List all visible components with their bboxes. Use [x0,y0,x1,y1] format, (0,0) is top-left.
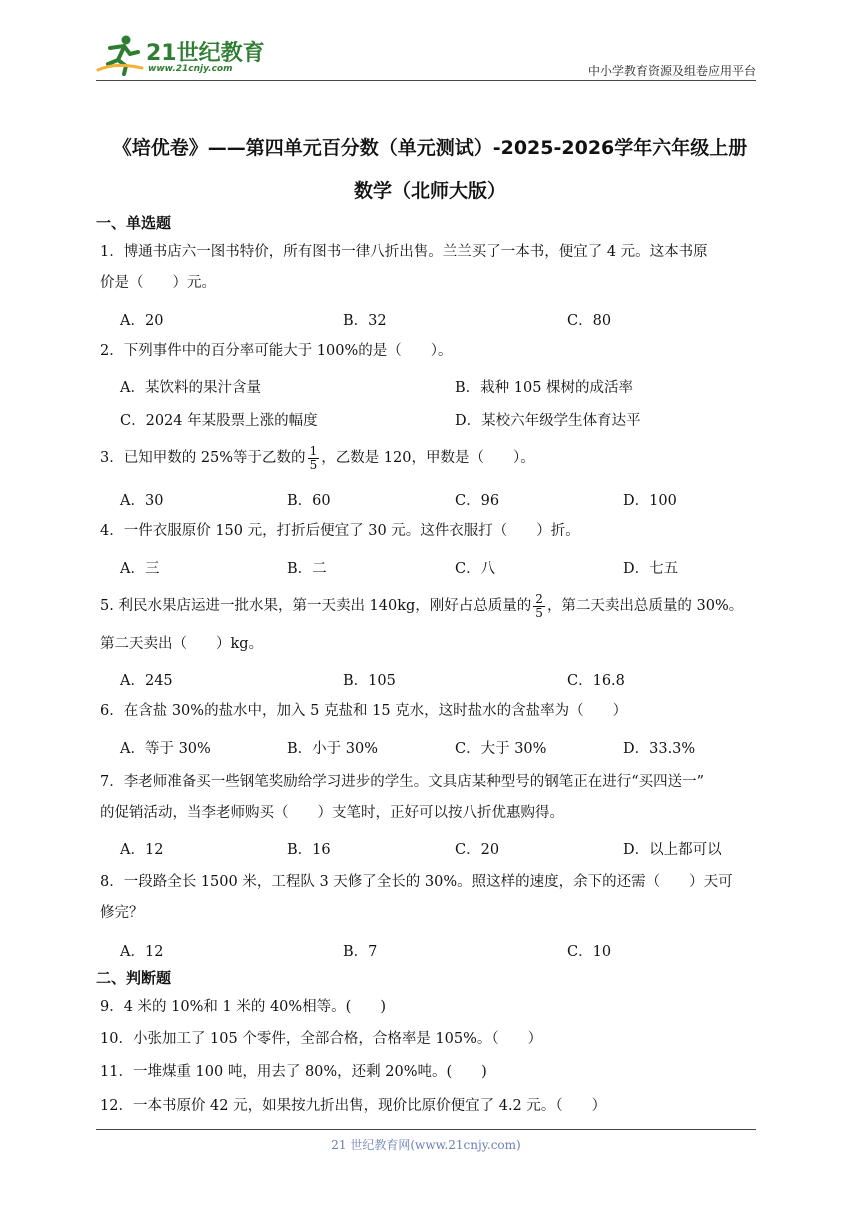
question-9 [100,992,760,1023]
question-2 [100,336,760,367]
question-6 [100,696,760,727]
question-text: 5. 利民水果店运进一批水果，第一天卖出 140kg，刚好占总质量的 [100,598,532,614]
question-text: 的促销活动，当李老师购买（ ）支笔时，正好可以按八折优惠购得。 [100,805,564,821]
question-1 [100,237,760,299]
option-c: C．16.8 [567,673,625,689]
fraction-numerator: 2 [535,591,543,606]
option-a: A．12 [120,842,164,858]
question-text: 第二天卖出（ ）kg。 [100,636,264,652]
option-b: B．7 [343,944,378,960]
footer-text: 21 世纪教育网(www.21cnjy.com) [331,1138,521,1152]
option-a: A．30 [120,493,164,509]
option-d: D．以上都可以 [623,842,722,858]
option-a: A．等于 30% [120,741,211,757]
header-divider [96,80,756,81]
question-text: 9．4 米的 10%和 1 米的 40%相等。( ) [100,999,386,1015]
page-header [96,30,756,80]
question-text: 11．一堆煤重 100 吨，用去了 80%，还剩 20%吨。( ) [100,1064,487,1080]
question-text: 1．博通书店六一图书特价，所有图书一律八折出售。兰兰买了一本书，便宜了 4 元。这本书原 [100,244,708,260]
question-5-line2 [100,629,760,660]
fraction [533,593,545,620]
question-text: 6．在含盐 30%的盐水中，加入 5 克盐和 15 克水，这时盐水的含盐率为（ ） [100,703,628,719]
page-title-line2: 数学（北师大版） [353,180,506,202]
question-5 [100,591,760,622]
option-a: A．20 [120,313,164,329]
platform-name: 中小学教育资源及组卷应用平台 [587,64,756,78]
fraction-denominator: 5 [309,457,318,472]
option-d: D．33.3% [623,741,696,757]
fraction-numerator: 1 [309,443,318,458]
option-b: B．16 [287,842,331,858]
question-text: 修完？ [100,905,144,921]
option-c: C．八 [455,561,496,577]
runner-logo-icon [96,34,144,76]
option-b: B．二 [287,561,327,577]
option-a: A．某饮料的果汁含量 [120,380,261,396]
option-b: B．60 [287,493,331,509]
section-heading-single-choice: 一、单选题 [96,214,172,232]
option-c: C．10 [567,944,612,960]
option-d: D．某校六年级学生体育达平 [455,413,641,429]
option-c: C．大于 30% [455,741,547,757]
option-b: B．32 [343,313,387,329]
question-3 [100,443,760,474]
question-4 [100,516,760,547]
section-heading-judgement: 二、判断题 [96,969,172,987]
footer-divider [96,1129,756,1130]
fraction [308,445,320,472]
logo [96,34,266,76]
fraction-denominator: 5 [535,605,543,620]
question-text: ，乙数是 120，甲数是（ ）。 [321,450,535,466]
question-10 [100,1024,760,1055]
question-text: 3．已知甲数的 25%等于乙数的 [100,450,306,466]
question-text: 4．一件衣服原价 150 元，打折后便宜了 30 元。这件衣服打（ ）折。 [100,523,580,539]
option-c: C．20 [455,842,500,858]
option-c: C．80 [567,313,612,329]
question-text: 价是（ ）元。 [100,275,216,291]
option-d: D．七五 [623,561,679,577]
option-b: B．105 [343,673,396,689]
option-c: C．2024 年某股票上涨的幅度 [120,413,318,429]
question-text: 2．下列事件中的百分率可能大于 100%的是（ ）。 [100,343,453,359]
logo-text: 21世纪教育 [146,41,265,66]
option-c: C．96 [455,493,500,509]
option-b: B．栽种 105 棵树的成活率 [455,380,634,396]
question-11 [100,1057,760,1088]
option-a: A．12 [120,944,164,960]
question-7 [100,767,760,829]
option-a: A．245 [120,673,173,689]
logo-url: www.21cnjy.com [148,64,233,74]
option-d: D．100 [623,493,677,509]
question-text: 7．李老师准备买一些钢笔奖励给学习进步的学生。文具店某种型号的钢笔正在进行“买四送一” [100,774,705,790]
question-text: ，第二天卖出总质量的 30%。 [546,598,744,614]
page-title-line1: 《培优卷》——第四单元百分数（单元测试）-2025-2026学年六年级上册 [112,137,748,159]
option-a: A．三 [120,561,160,577]
question-text: 12．一本书原价 42 元，如果按九折出售，现价比原价便宜了 4.2 元。（ ） [100,1098,607,1114]
question-8 [100,867,760,929]
option-b: B．小于 30% [287,741,378,757]
question-text: 10．小张加工了 105 个零件，全部合格，合格率是 105%。（ ） [100,1031,543,1047]
question-text: 8．一段路全长 1500 米，工程队 3 天修了全长的 30%。照这样的速度，余下的还需（ ）天可 [100,874,733,890]
question-12 [100,1091,760,1122]
